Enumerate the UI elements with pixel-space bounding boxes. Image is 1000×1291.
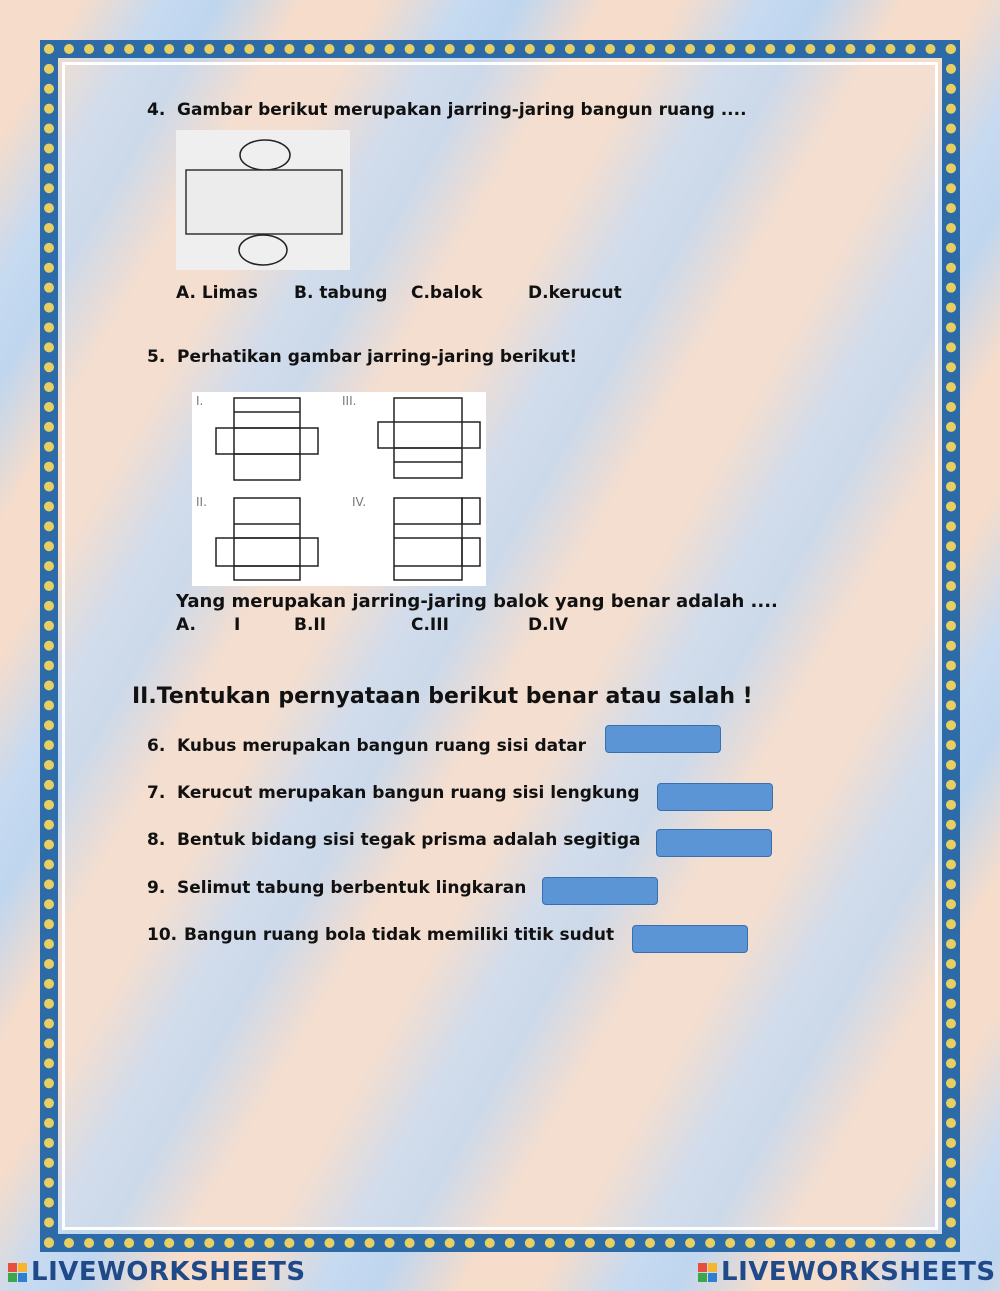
- q5-option-d: D.IV: [528, 615, 569, 635]
- answer-box-6[interactable]: [605, 725, 721, 753]
- net-label-4: IV.: [352, 495, 367, 509]
- statement-8-number: 8.: [147, 830, 166, 850]
- q5-option-b: B.II: [294, 615, 327, 635]
- q5-option-c: C.III: [411, 615, 449, 635]
- question-4-number: 4.: [147, 100, 166, 120]
- answer-box-7[interactable]: [657, 783, 773, 811]
- cuboid-nets-image: [192, 392, 486, 586]
- liveworksheets-logo-icon: [8, 1263, 27, 1282]
- question-4-text: Gambar berikut merupakan jarring-jaring bangun ruang ....: [177, 100, 747, 120]
- q5-option-a-value: I: [234, 615, 241, 635]
- statement-9-text: Selimut tabung berbentuk lingkaran: [177, 878, 527, 898]
- statement-7-number: 7.: [147, 783, 166, 803]
- logo-left-text: LIVEWORKSHEETS: [31, 1257, 306, 1287]
- net-label-3: III.: [342, 394, 357, 408]
- statement-9: [147, 878, 526, 898]
- question-5-prompt: Yang merupakan jarring-jaring balok yang benar adalah ....: [176, 591, 778, 612]
- statement-8: [147, 830, 640, 850]
- q4-option-b: B. tabung: [294, 283, 388, 303]
- section-2-title: II.Tentukan pernyataan berikut benar atau salah !: [132, 684, 753, 709]
- statement-6: [147, 736, 586, 756]
- statement-10: [147, 925, 614, 945]
- q4-option-a: A. Limas: [176, 283, 258, 303]
- question-5-number: 5.: [147, 347, 166, 367]
- statement-9-number: 9.: [147, 878, 166, 898]
- answer-box-9[interactable]: [542, 877, 658, 905]
- statement-10-text: Bangun ruang bola tidak memiliki titik sudut: [184, 925, 615, 945]
- statement-7: [147, 783, 640, 803]
- q5-option-a-letter: A.: [176, 615, 196, 635]
- statement-8-text: Bentuk bidang sisi tegak prisma adalah segitiga: [177, 830, 641, 850]
- question-5-text: Perhatikan gambar jarring-jaring berikut!: [177, 347, 578, 367]
- answer-box-10[interactable]: [632, 925, 748, 953]
- statement-6-number: 6.: [147, 736, 166, 756]
- question-5: [147, 347, 577, 367]
- answer-box-8[interactable]: [656, 829, 772, 857]
- statement-7-text: Kerucut merupakan bangun ruang sisi lengkung: [177, 783, 640, 803]
- liveworksheets-logo-icon: [698, 1263, 717, 1282]
- q4-option-d: D.kerucut: [528, 283, 622, 303]
- cylinder-net-image: [176, 130, 350, 270]
- liveworksheets-logo-right: [698, 1257, 996, 1287]
- question-4: [147, 100, 747, 120]
- statement-10-number: 10.: [147, 925, 178, 945]
- statement-6-text: Kubus merupakan bangun ruang sisi datar: [177, 736, 587, 756]
- q4-option-c: C.balok: [411, 283, 483, 303]
- liveworksheets-logo-left: [8, 1257, 306, 1287]
- logo-right-text: LIVEWORKSHEETS: [721, 1257, 996, 1287]
- net-label-1: I.: [196, 394, 204, 408]
- net-label-2: II.: [196, 495, 207, 509]
